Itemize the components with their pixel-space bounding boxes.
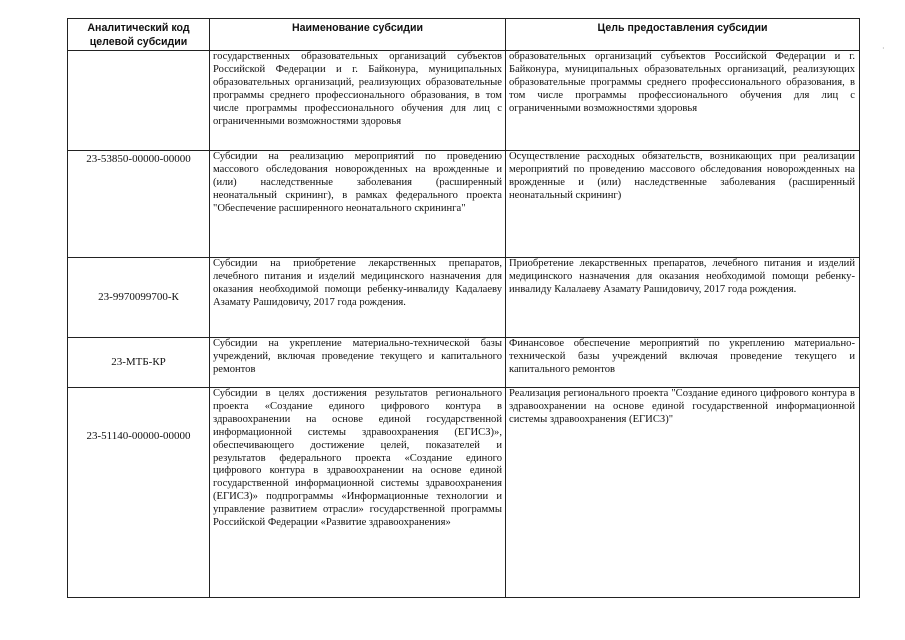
row-code: 23-51140-00000-00000 [68,388,210,598]
row-name: Субсидии на приобретение лекарственных препаратов, лечебного питания и изделий медицинского назначения для оказания необходимой помощи ребенку-инвалиду Кадалаеву Азамату Рашидовичу, 2017 года рождения. [210,258,506,338]
row-goal: Приобретение лекарственных препаратов, лечебного питания и изделий медицинского назначения для оказания необходимой помощи ребенку-инвалиду Калалаеву Азамату Рашидовичу, 2017 года рождения. [506,258,860,338]
row-goal: Финансовое обеспечение мероприятий по укреплению материально-технической базы учреждений включая проведение текущего и капитального ремонтов [506,338,860,388]
row-code: 23-53850-00000-00000 [68,151,210,258]
row-goal: Реализация регионального проекта "Создание единого цифрового контура в здравоохранении на основе единой государственной информационной системы здравоохранения (ЕГИСЗ)" [506,388,860,598]
row-goal: Осуществление расходных обязательств, возникающих при реализации мероприятий по проведению массового обследования новорожденных на врожденные и (или) наследственные заболевания (расширенный неонатальный скрининг) [506,151,860,258]
row-goal: образовательных организаций субъектов Российской Федерации и г. Байконура, муниципальных образовательных организаций, реализующих образовательные программы среднего профессионального образования, в том числе программы профессионального обучения для лиц с ограниченными возможностями здоровья [506,51,860,151]
table-row [68,388,860,598]
row-name: Субсидии на реализацию мероприятий по проведению массового обследования новорожденных на врожденные и (или) наследственные заболевания (расширенный неонатальный скрининг), в рамках федерального проекта "Обеспечение расширенного неонатального скрининга" [210,151,506,258]
subsidy-table [67,18,860,598]
header-goal: Цель предоставления субсидии [506,19,860,51]
row-name: Субсидии в целях достижения результатов регионального проекта «Создание единого цифрового контура в здравоохранении на основе единой государственной информационной системы здравоохранения (ЕГИСЗ)», обеспечивающего достижение целей, показателей и результатов федерального проекта «Создание единого цифрового контура в здравоохранении на основе единой государственной информационной системы здравоохранения (ЕГИСЗ)» подпрограммы «Информационные технологии и управление развитием отрасли» государственной программы Российской Федерации «Развитие здравоохранения» [210,388,506,598]
header-name: Наименование субсидии [210,19,506,51]
table-row [68,338,860,388]
row-name: Субсидии на укрепление материально-технической базы учреждений, включая проведение текущего и капитального ремонтов [210,338,506,388]
table-row [68,151,860,258]
row-code: 23-МТБ-КР [68,338,210,388]
header-code: Аналитический код целевой субсидии [68,19,210,51]
row-name: государственных образовательных организаций субъектов Российской Федерации и г. Байконура, муниципальных образовательных организаций, реализующих образовательные программы среднего профессионального образования, в том числе программы профессионального обучения для лиц с ограниченными возможностями здоровья [210,51,506,151]
table-row [68,51,860,151]
table-row [68,258,860,338]
table-header-row [68,19,860,51]
scan-mark: · [882,44,885,53]
row-code [68,51,210,151]
row-code: 23-9970099700-К [68,258,210,338]
